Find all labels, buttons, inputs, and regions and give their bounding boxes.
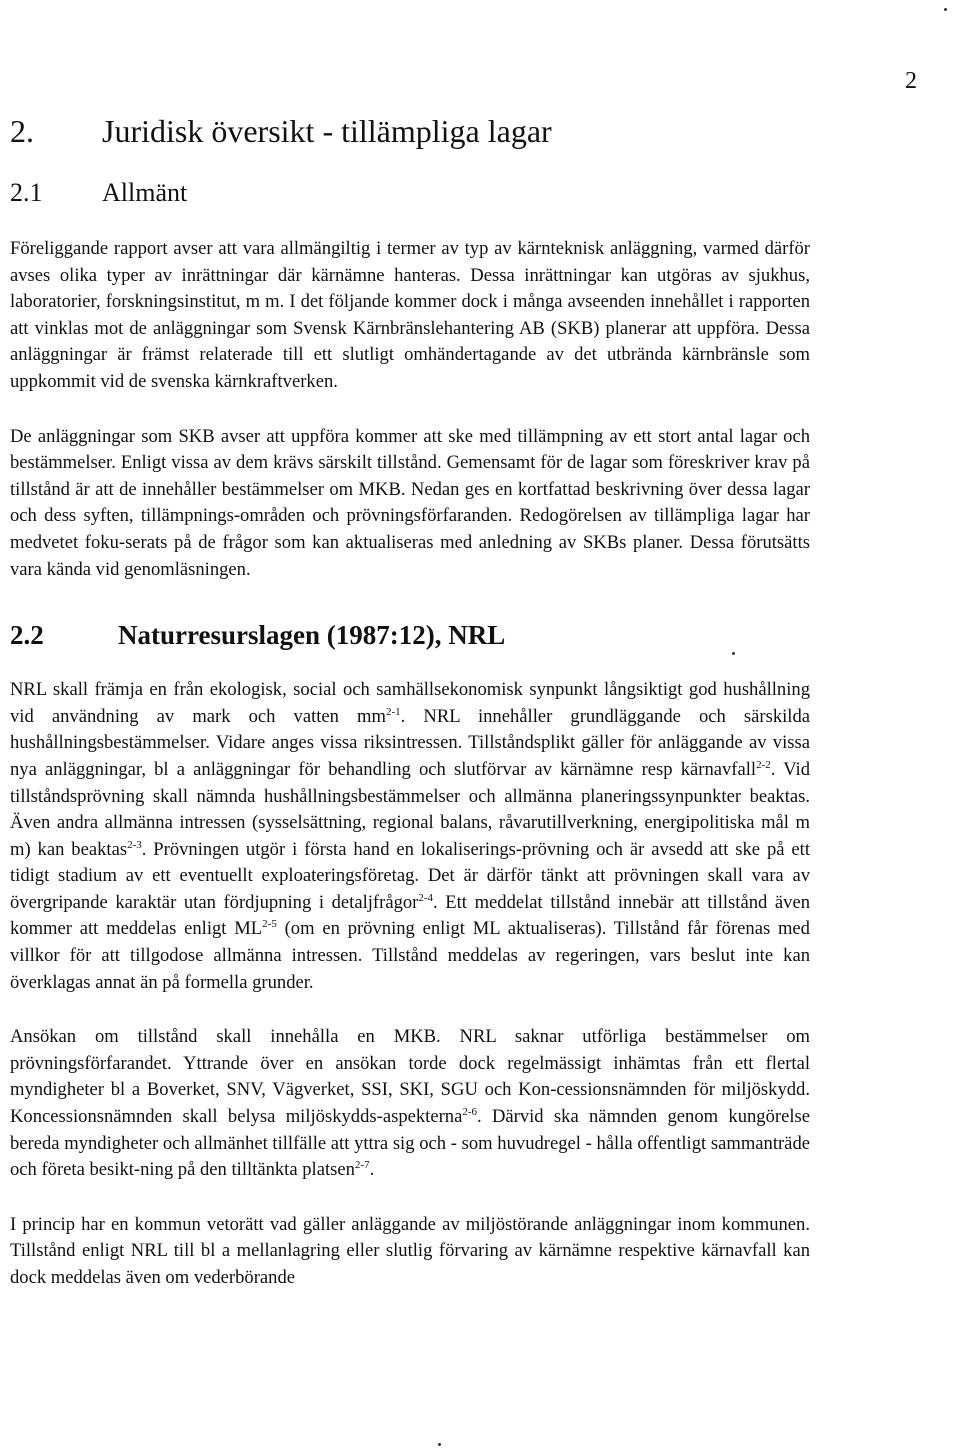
document-body: [10, 110, 810, 1320]
scan-speck: [944, 8, 947, 11]
footnote-ref: 2-5: [262, 918, 277, 931]
section-number: 2.2: [10, 620, 44, 651]
scan-speck: [732, 652, 735, 655]
chapter-number: 2.: [10, 113, 34, 149]
section-heading-allmant: [10, 176, 810, 210]
paragraph-kommun: I princip har en kommun vetorätt vad gäller anläggande av miljöstörande anläggningar inom kommunen. Tillstånd enligt NRL till bl a mellanlagring eller slutlig förvaring av kärnämne respektive kärnavfall kan dock meddelas även om vederbörande: [10, 1213, 810, 1288]
page-number: 2: [905, 68, 917, 94]
paragraph-intro: Föreliggande rapport avser att vara allmängiltig i termer av typ av kärnteknisk anläggning, varmed därför avses olika typer av inrättningar där kärnämne hanteras. Dessa inrättningar kan utgöras av sjukhus, laboratorier, forskningsinstitut, m m. I det följande kommer dock i många avseenden innehållet i rapporten att vinklas mot de anläggningar som Svensk Kärnbränslehantering AB (SKB) planerar att uppföra. Dessa anläggningar är främst relaterade till ett slutligt omhändertagande av det utbrända kärnbränsle som uppkommit vid de svenska kärnkraftverken.: [10, 238, 810, 392]
footnote-ref: 2-4: [418, 891, 434, 904]
paragraph-ansokan: Ansökan om tillstånd skall innehålla en MKB. NRL saknar utförliga bestämmelser om prövningsförfarandet. Yttrande över en ansökan torde dock regelmässigt inhämtas från ett flertal myndigheter bl a Boverket, SNV, Vägverket, SSI, SKI, SGU och Kon-cessionsnämnden för miljöskydd. Koncessionsnämnden skall belysa miljöskydds-aspekterna$^{2-6}$. Därvid ska nämnden genom kungörelse bereda myndigheter och allmänhet tillfälle att yttra sig och - som huvudregel - hålla offentligt sammanträde och företa besikt-ning på den tilltänkta platsen$^{2-7}$.: [10, 1026, 810, 1181]
footnote-ref: 2-3: [127, 838, 142, 851]
paragraph-nrl: NRL skall främja en från ekologisk, social och samhällsekonomisk synpunkt långsiktigt god hushållning vid användning av mark och vatten $mm^{2-1}$. NRL innehåller grundläggande och särskilda hushållningsbestämmelser. Vidare anges vissa riksintressen. Tillståndsplikt gäller för anläggande av vissa nya anläggningar, bl a anläggningar för behandling och slutförvar av kärnämne resp kärnavfall$^{2-2}$. Vid tillståndsprövning skall nämnda hushållningsbestämmelser och allmänna planeringssynpunkter beaktas. Även andra allmänna intressen (sysselsättning, regional balans, råvarutillverkning, energipolitiska mål m m) kan beaktas$^{2-3}$. Prövningen utgör i första hand en lokaliserings-prövning och är avsedd att ske på ett tidigt stadium av ett eventuellt exploateringsföretag. Det är därför tänkt att prövningen skall vara av övergripande karaktär utan fördjupning i detaljfrågor$^{2-4}$. Ett meddelat tillstånd innebär att tillstånd även kommer att meddelas enligt ML$^{2-5}$ (om en prövning enligt ML aktualiseras). Tillstånd får förenas med villkor för att tillgodose allmänna intressen. Tillstånd meddelas av regeringen, vars beslut inte kan överklagas annat än på formella grunder.: [10, 679, 810, 993]
chapter-heading: [10, 110, 810, 152]
footnote-ref: 2-1: [385, 705, 401, 718]
scan-speck: [438, 1443, 441, 1446]
chapter-title: Juridisk översikt - tillämpliga lagar: [102, 113, 552, 149]
section-title: Naturresurslagen (1987:12), NRL: [118, 620, 506, 651]
footnote-ref: 2-7: [354, 1159, 370, 1172]
section-title: Allmänt: [102, 178, 188, 207]
section-number: 2.1: [10, 178, 43, 207]
footnote-ref: 2-2: [756, 758, 771, 771]
footnote-ref: 2-6: [462, 1105, 477, 1118]
paragraph-skb: De anläggningar som SKB avser att uppföra kommer att ske med tillämpning av ett stort antal lagar och bestämmelser. Enligt vissa av dem krävs särskilt tillstånd. Gemensamt för de lagar som föreskriver krav på tillstånd är att de innehåller bestämmelser om MKB. Nedan ges en kortfattad beskrivning över dessa lagar och dess syften, tillämpnings-områden och prövningsförfaranden. Redogörelsen av tillämpliga lagar har medvetet foku-serats på de frågor som kan aktualiseras med anledning av SKBs planer. Dessa förutsätts vara kända vid genomläsningen.: [10, 425, 810, 580]
section-heading-nrl: [10, 617, 810, 653]
